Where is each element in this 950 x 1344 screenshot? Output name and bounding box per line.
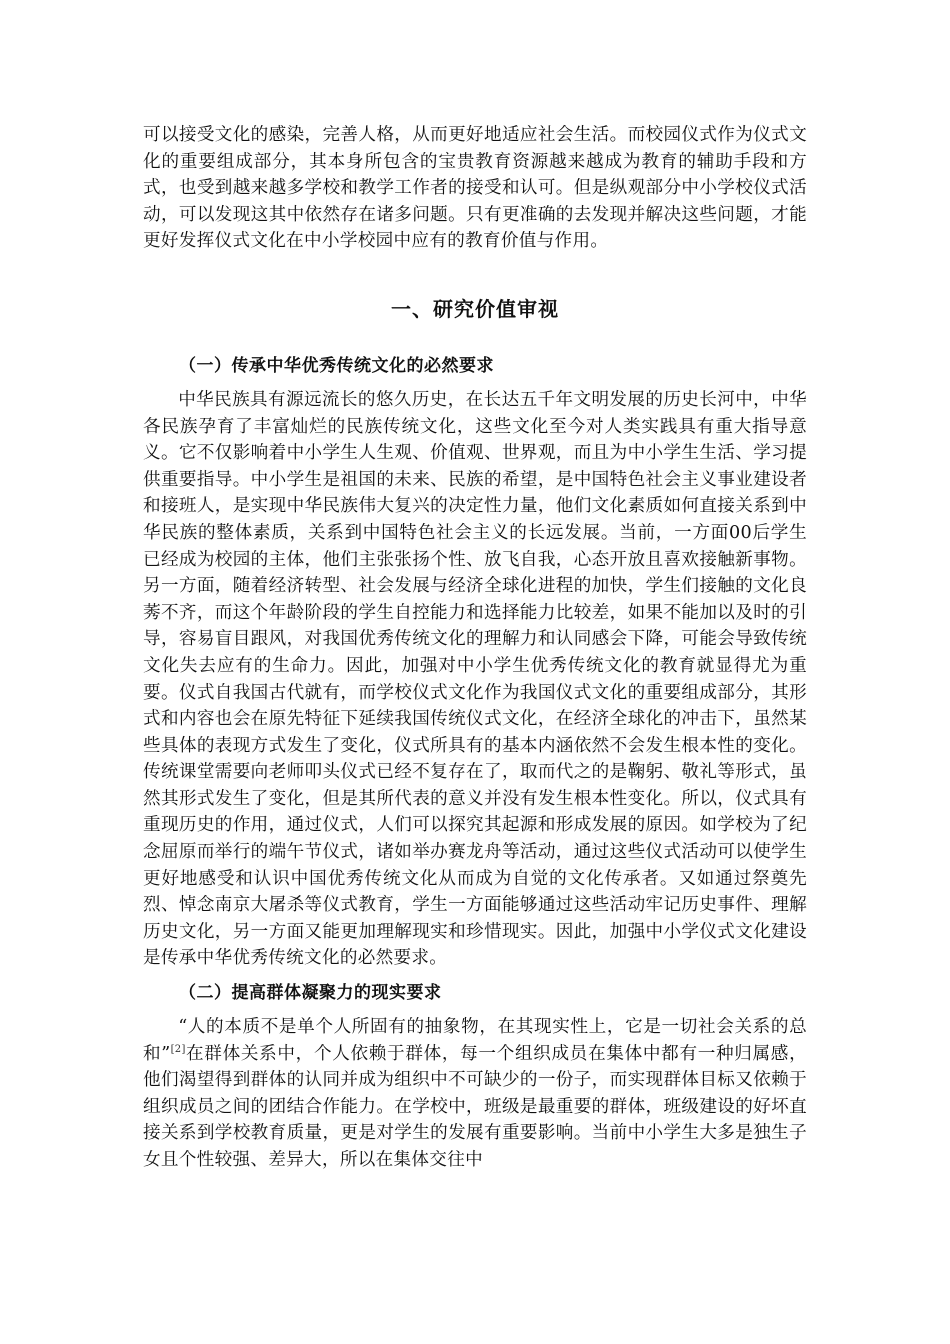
section-title: 一、研究价值审视 (391, 296, 559, 321)
paragraph-continuation: 在群体关系中，个人依赖于群体，每一个组织成员在集体中都有一种归属感，他们渴望得到群体的认同并成为组织中不可缺少的一份子，而实现群体目标又依赖于组织成员之间的团结合作能力。在学校中，班级是最重要的群体，班级建设的好坏直接关系到学校教育质量，更是对学生的发展有重要影响。当前中小学生大多是独生子女且个性较强、差异大，所以在集体交往中 (143, 1043, 807, 1170)
subsection-1-paragraph: 中华民族具有源远流长的悠久历史，在长达五千年文明发展的历史长河中，中华各民族孕育了丰富灿烂的民族传统文化，这些文化至今对人类实践具有重大指导意义。它不仅影响着中小学生人生观、价值观、世界观，而且为中小学生生活、学习提供重要指导。中小学生是祖国的未来、民族的希望，是中国特色社会主义事业建设者和接班人，是实现中华民族伟大复兴的决定性力量，他们文化素质如何直接关系到中华民族的整体素质，关系到中国特色社会主义的长远发展。当前，一方面00后学生已经成为校园的主体，他们主张张扬个性、放飞自我，心态开放且喜欢接触新事物。另一方面，随着经济转型、社会发展与经济全球化进程的加快，学生们接触的文化良莠不齐，而这个年龄阶段的学生自控能力和选择能力比较差，如果不能加以及时的引导，容易盲目跟风，对我国优秀传统文化的理解力和认同感会下降，可能会导致传统文化失去应有的生命力。因此，加强对中小学生优秀传统文化的教育就显得尤为重要。仪式自我国古代就有，而学校仪式文化作为我国仪式文化的重要组成部分，其形式和内容也会在原先特征下延续我国传统仪式文化，在经济全球化的冲击下，虽然某些具体的表现方式发生了变化，仪式所具有的基本内涵依然不会发生根本性的变化。传统课堂需要向老师叩头仪式已经不复存在了，取而代之的是鞠躬、敬礼等形式，虽然其形式发生了变化，但是其所代表的意义并没有发生根本性变化。所以，仪式具有重现历史的作用，通过仪式，人们可以探究其起源和形成发展的原因。如学校为了纪念屈原而举行的端午节仪式，诸如举办赛龙舟等活动，通过这些仪式活动可以使学生更好地感受和认识中国优秀传统文化从而成为自觉的文化传承者。又如通过祭奠先烈、悼念南京大屠杀等仪式教育，学生一方面能够通过这些活动牢记历史事件、理解历史文化，另一方面又能更加理解现实和珍惜现实。因此，加强中小学仪式文化建设是传承中华优秀传统文化的必然要求。 (143, 389, 807, 969)
document-page (143, 122, 807, 1174)
citation-link[interactable]: [2] (170, 1043, 186, 1055)
subsection-2-paragraph (143, 1014, 807, 1174)
subsection-1-title: （一）传承中华优秀传统文化的必然要求 (179, 355, 494, 376)
intro-paragraph: 可以接受文化的感染，完善人格，从而更好地适应社会生活。而校园仪式作为仪式文化的重要组成部分，其本身所包含的宝贵教育资源越来越成为教育的辅助手段和方式，也受到越来越多学校和教学工作者的接受和认可。但是纵观部分中小学校仪式活动，可以发现这其中依然存在诸多问题。只有更准确的去发现并解决这些问题，才能更好发挥仪式文化在中小学校园中应有的教育价值与作用。 (143, 125, 807, 252)
quote-text: “人的本质不是单个人所固有的抽象物，在其现实性上，它是一切社会关系的总和” (143, 1017, 807, 1064)
subsection-2-title: （二）提高群体凝聚力的现实要求 (179, 983, 442, 1004)
